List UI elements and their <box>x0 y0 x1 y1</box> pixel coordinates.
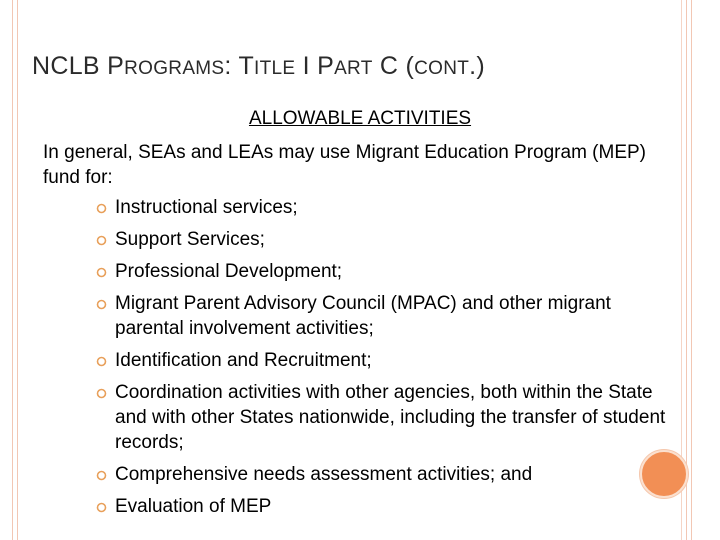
title-part: CLB <box>50 52 108 80</box>
title-part: I P <box>295 52 335 80</box>
title-part: ART <box>334 58 373 79</box>
activities-list <box>93 195 683 526</box>
list-item <box>93 380 683 455</box>
title-part: ROGRAMS <box>124 58 225 79</box>
title-part: N <box>32 52 51 80</box>
list-item-text: Identification and Recruitment; <box>115 350 372 371</box>
circle-bullet-icon <box>96 203 107 214</box>
circle-bullet-icon <box>96 502 107 513</box>
list-item-text: Coordination activities with other agencies, both within the State and with other States nationwide, including the transfer of student records; <box>115 382 666 453</box>
section-heading <box>0 108 720 130</box>
list-item-text: Support Services; <box>115 229 265 250</box>
title-part: .) <box>469 52 486 80</box>
title-part: C ( <box>372 52 415 80</box>
intro-paragraph: In general, SEAs and LEAs may use Migrant Education Program (MEP) fund for: <box>43 142 646 188</box>
title-part: : T <box>224 52 255 80</box>
right-border-decoration <box>686 0 692 540</box>
list-item-text: Migrant Parent Advisory Council (MPAC) and other migrant parental involvement activities; <box>115 293 611 339</box>
list-item-text: Comprehensive needs assessment activities; and <box>115 464 533 485</box>
circle-bullet-icon <box>96 388 107 399</box>
circle-bullet-icon <box>96 356 107 367</box>
circle-bullet-icon <box>96 470 107 481</box>
list-item-text: Professional Development; <box>115 261 343 282</box>
list-item-text: Evaluation of MEP <box>115 496 272 517</box>
title-part: CONT <box>414 58 470 79</box>
list-item-text: Instructional services; <box>115 197 298 218</box>
title-part: ITLE <box>254 58 296 79</box>
list-item <box>93 259 683 284</box>
list-item <box>93 227 683 252</box>
list-item <box>93 291 683 341</box>
decorative-orange-circle <box>640 450 688 498</box>
list-item <box>93 348 683 373</box>
slide-title <box>32 52 485 81</box>
circle-bullet-icon <box>96 299 107 310</box>
section-heading-text: ALLOWABLE ACTIVITIES <box>248 108 472 129</box>
left-border-decoration <box>12 0 18 540</box>
title-part: P <box>107 52 125 80</box>
circle-bullet-icon <box>96 235 107 246</box>
list-item <box>93 494 683 519</box>
list-item <box>93 195 683 220</box>
list-item <box>93 462 683 487</box>
circle-bullet-icon <box>96 267 107 278</box>
